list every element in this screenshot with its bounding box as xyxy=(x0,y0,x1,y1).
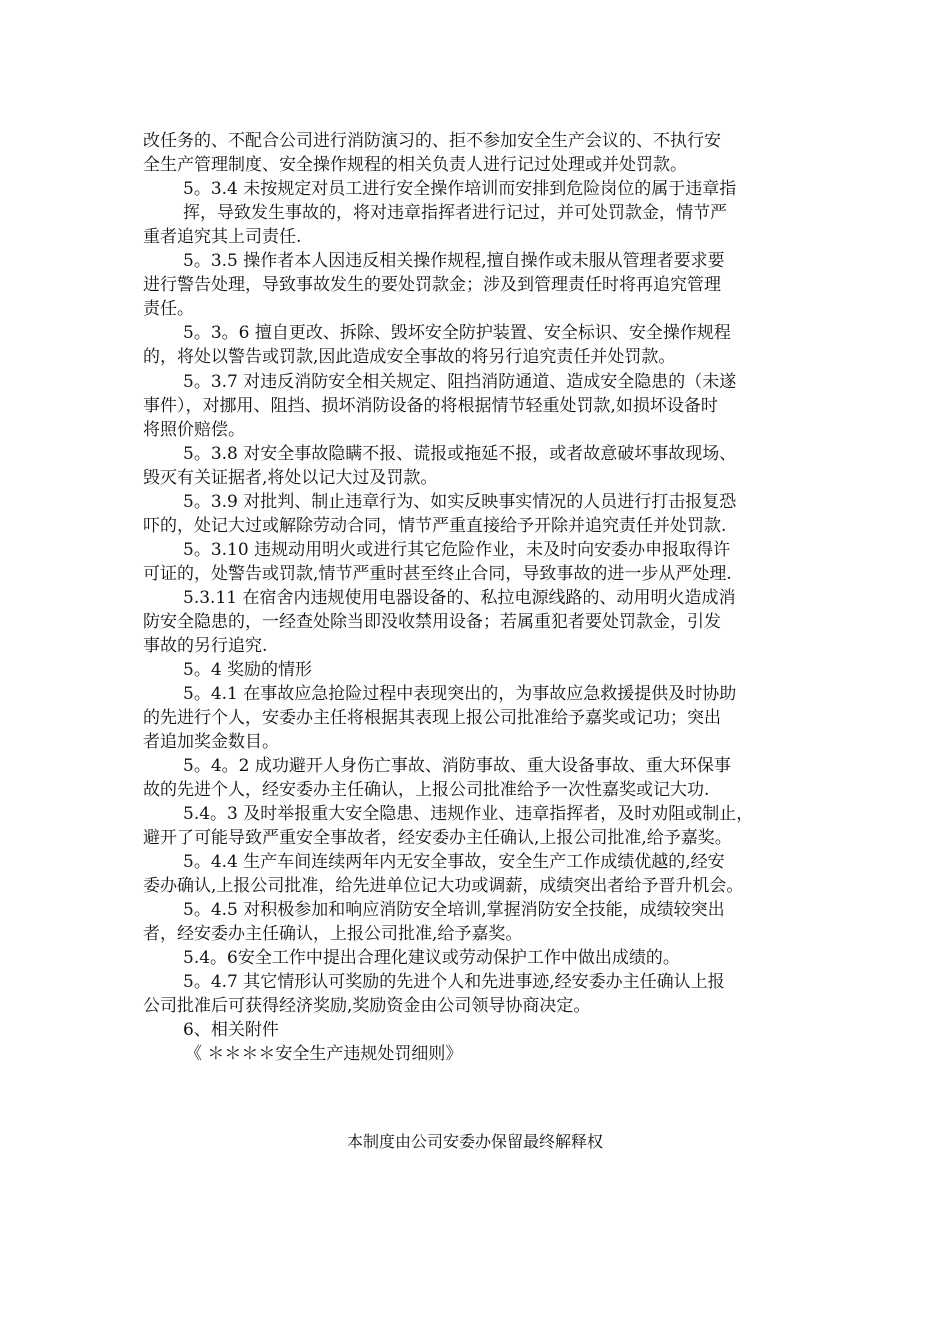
clause-5-3-4: 5。3.4 未按规定对员工进行安全操作培训而安排到危险岗位的属于违章指 xyxy=(183,179,737,199)
clause-5-3-10: 5。3.10 违规动用明火或进行其它危险作业，未及时向安委办申报取得许 xyxy=(183,540,731,560)
clause-5-4-2: 5。4。2 成功避开人身伤亡事故、消防事故、重大设备事故、重大环保事 xyxy=(183,756,731,776)
body-line: 事件），对挪用、阻挡、损坏消防设备的将根据情节轻重处罚款,如损坏设备时 xyxy=(143,396,718,416)
body-line: 者追加奖金数目。 xyxy=(143,732,279,752)
clause-5-4-7: 5。4.7 其它情形认可奖励的先进个人和先进事迹,经安委办主任确认上报 xyxy=(183,972,725,992)
body-line: 故的先进个人，经安委办主任确认，上报公司批准给予一次性嘉奖或记大功. xyxy=(143,780,710,800)
section-5-4-heading: 5。4 奖励的情形 xyxy=(183,660,313,680)
body-line: 责任。 xyxy=(143,299,194,319)
clause-5-4-5: 5。4.5 对积极参加和响应消防安全培训,掌握消防安全技能，成绩较突出 xyxy=(183,900,725,920)
clause-5-4-1: 5。4.1 在事故应急抢险过程中表现突出的，为事故应急救援提供及时协助 xyxy=(183,684,737,704)
body-line: 委办确认,上报公司批准，给先进单位记大功或调薪，成绩突出者给予晋升机会。 xyxy=(143,876,744,896)
body-line: 者，经安委办主任确认，上报公司批准,给予嘉奖。 xyxy=(143,924,523,944)
body-line: 可证的，处警告或罚款,情节严重时甚至终止合同，导致事故的进一步从严处理. xyxy=(143,564,732,584)
attachment-title: 《 ＊＊＊＊安全生产违规处罚细则》 xyxy=(185,1044,463,1064)
clause-5-4-3: 5.4。3 及时举报重大安全隐患、违规作业、违章指挥者，及时劝阻或制止， xyxy=(183,804,754,824)
body-line: 将照价赔偿。 xyxy=(143,420,245,440)
clause-5-3-9: 5。3.9 对批判、制止违章行为、如实反映事实情况的人员进行打击报复恐 xyxy=(183,492,737,512)
clause-5-4-6: 5.4。6安全工作中提出合理化建议或劳动保护工作中做出成绩的。 xyxy=(183,948,680,968)
clause-5-3-6: 5。3。6 擅自更改、拆除、毁坏安全防护装置、安全标识、安全操作规程 xyxy=(183,323,731,343)
body-line: 防安全隐患的，一经查处除当即没收禁用设备；若属重犯者要处罚款金，引发 xyxy=(143,612,721,632)
body-line: 吓的，处记大过或解除劳动合同，情节严重直接给予开除并追究责任并处罚款. xyxy=(143,516,727,536)
body-line: 改任务的、不配合公司进行消防演习的、拒不参加安全生产会议的、不执行安 xyxy=(143,131,721,151)
footer-note: 本制度由公司安委办保留最终解释权 xyxy=(346,1132,603,1151)
body-line: 事故的另行追究. xyxy=(143,636,268,656)
clause-5-3-5: 5。3.5 操作者本人因违反相关操作规程,擅自操作或未服从管理者要求要 xyxy=(183,251,725,271)
body-line: 挥，导致发生事故的，将对违章指挥者进行记过，并可处罚款金，情节严 xyxy=(183,203,727,223)
body-line: 全生产管理制度、安全操作规程的相关负责人进行记过处理或并处罚款。 xyxy=(143,155,687,175)
clause-5-3-8: 5。3.8 对安全事故隐瞒不报、谎报或拖延不报，或者故意破坏事故现场、 xyxy=(183,444,737,464)
body-line: 避开了可能导致严重安全事故者，经安委办主任确认,上报公司批准,给予嘉奖。 xyxy=(143,828,732,848)
body-line: 的先进行个人，安委办主任将根据其表现上报公司批准给予嘉奖或记功；突出 xyxy=(143,708,721,728)
body-line: 毁灭有关证据者,将处以记大过及罚款。 xyxy=(143,468,438,488)
clause-5-4-4: 5。4.4 生产车间连续两年内无安全事故，安全生产工作成绩优越的,经安 xyxy=(183,852,725,872)
clause-5-3-11: 5.3.11 在宿舍内违规使用电器设备的、私拉电源线路的、动用明火造成消 xyxy=(183,588,736,608)
body-line: 重者追究其上司责任. xyxy=(143,227,302,247)
section-6-heading: 6、相关附件 xyxy=(183,1020,279,1040)
body-line: 的，将处以警告或罚款,因此造成安全事故的将另行追究责任并处罚款。 xyxy=(143,347,676,367)
body-line: 公司批准后可获得经济奖励,奖励资金由公司领导协商决定。 xyxy=(143,996,591,1016)
body-line: 进行警告处理，导致事故发生的要处罚款金；涉及到管理责任时将再追究管理 xyxy=(143,275,721,295)
clause-5-3-7: 5。3.7 对违反消防安全相关规定、阻挡消防通道、造成安全隐患的（未遂 xyxy=(183,372,737,392)
